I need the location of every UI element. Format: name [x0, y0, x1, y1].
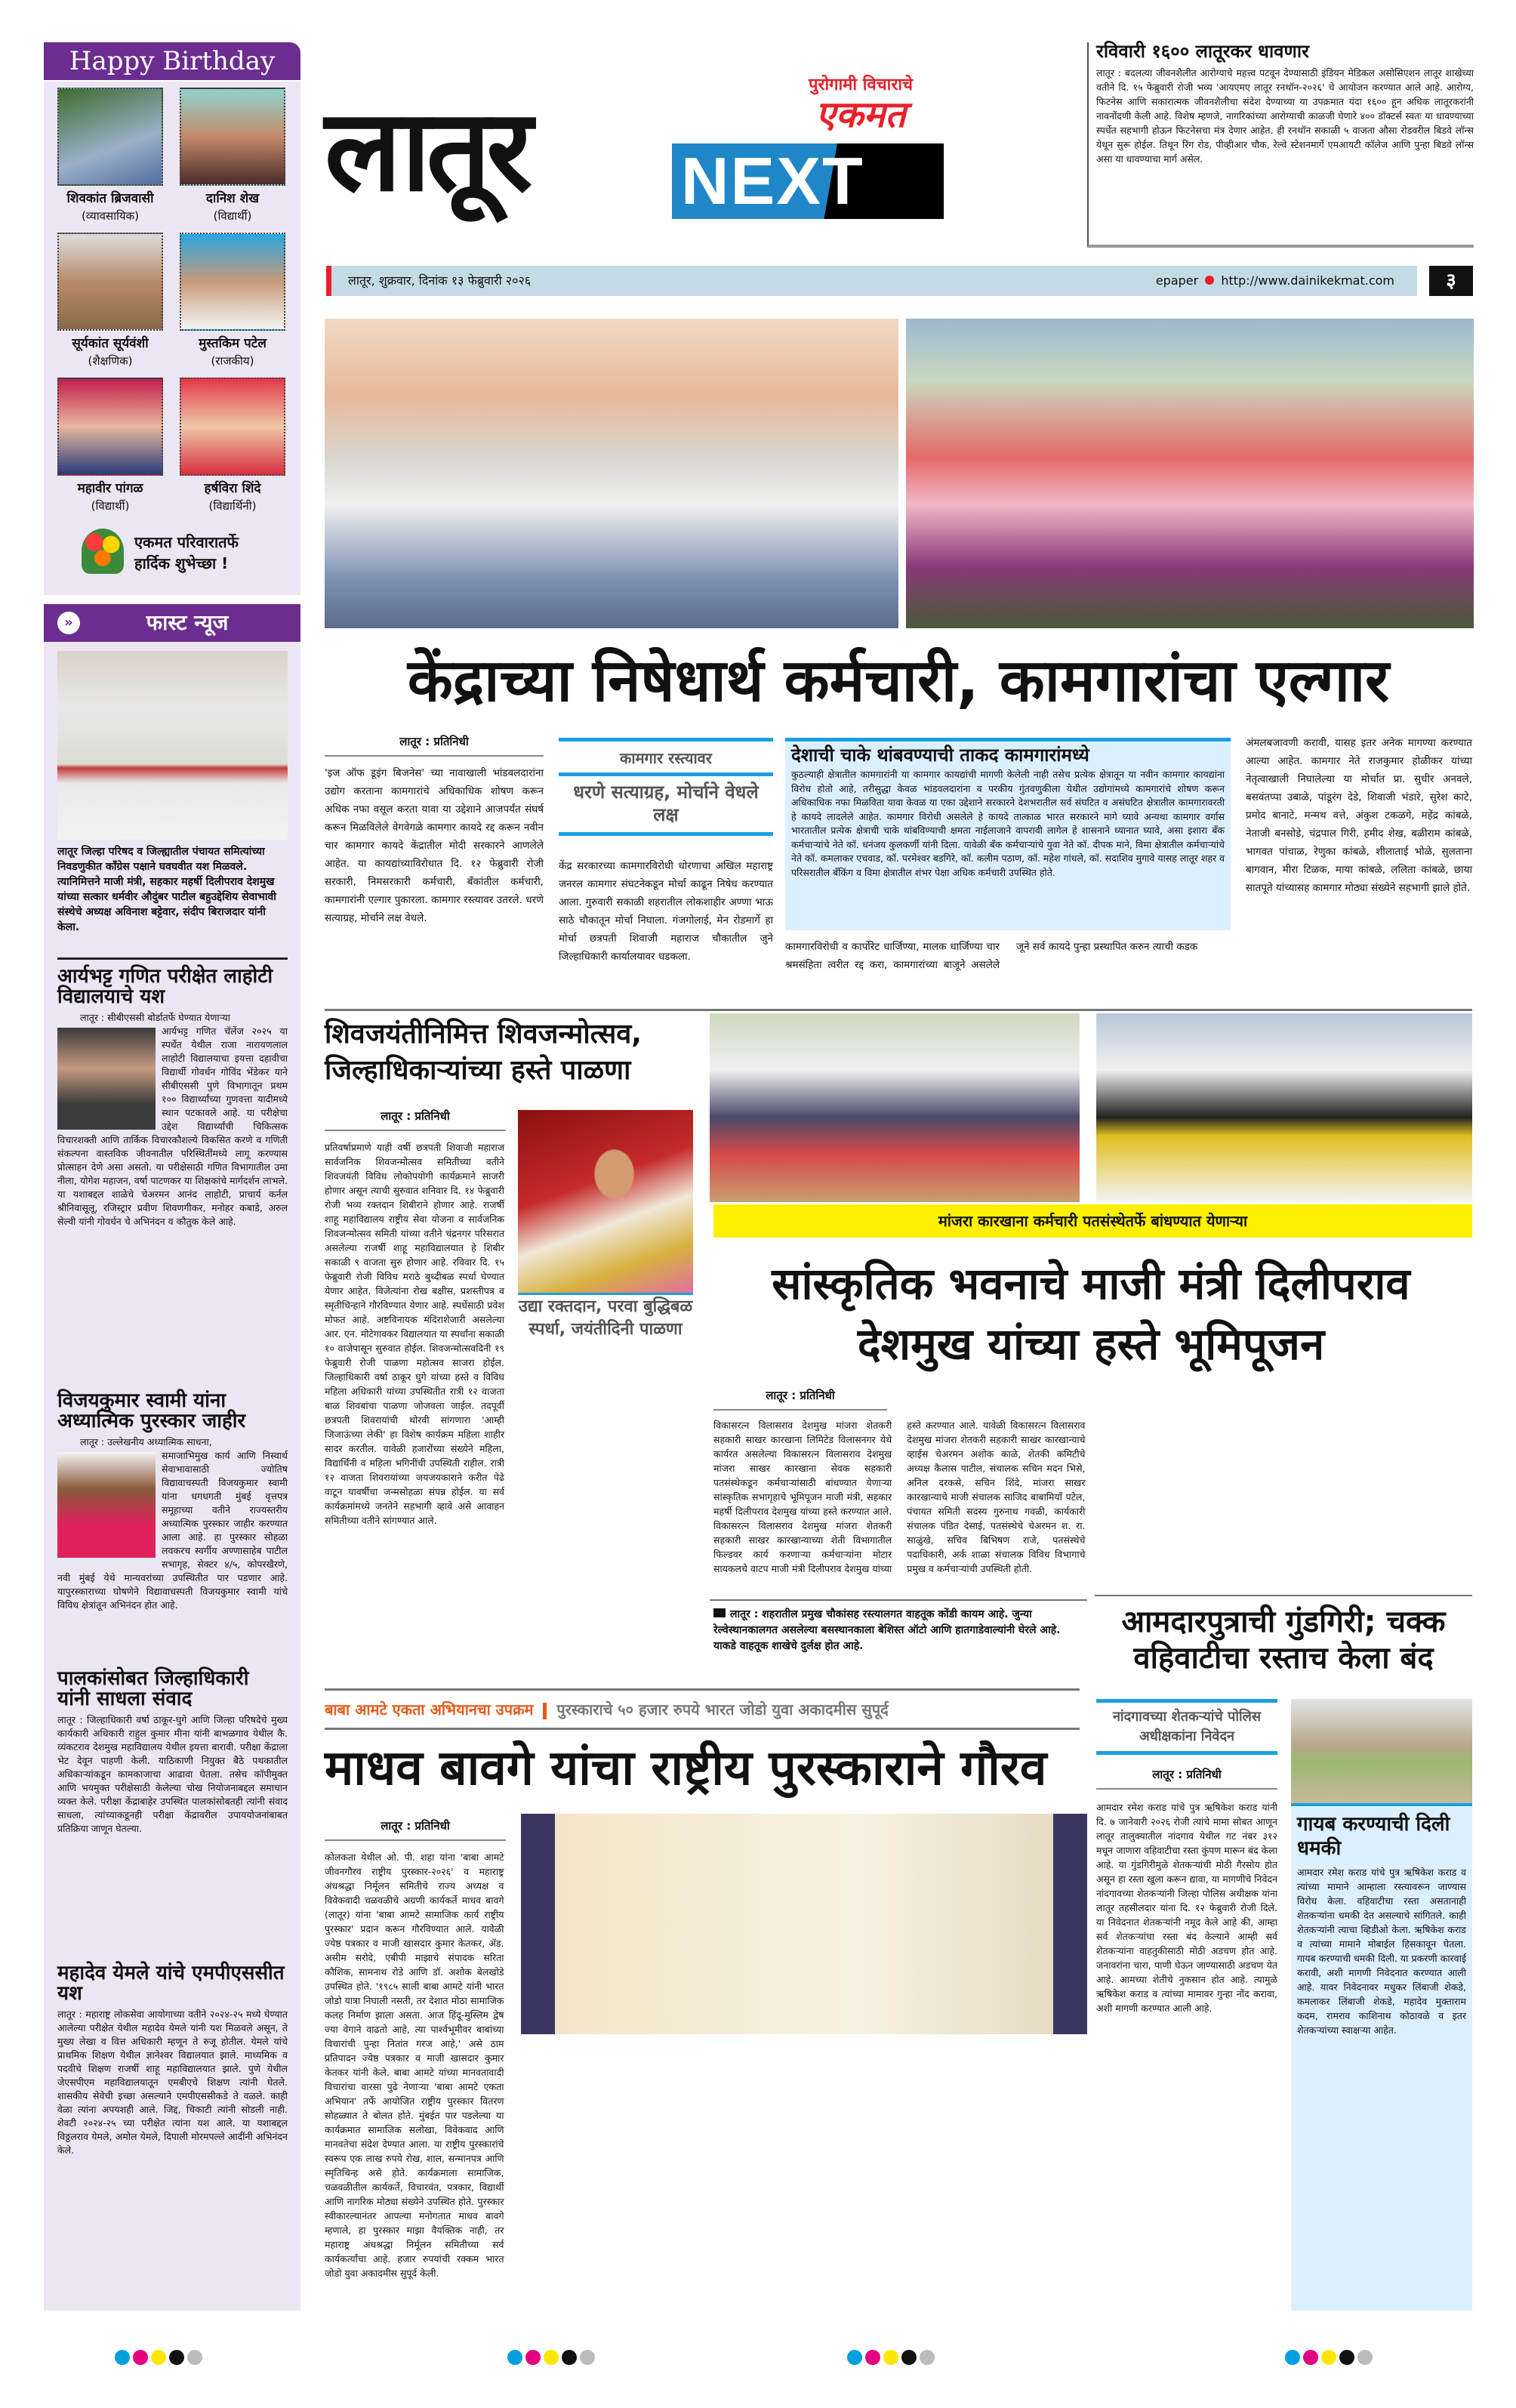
- lead-headline: केंद्राच्या निषेधार्थ कर्मचारी, कामगारांचा एल्गार: [407, 647, 1390, 715]
- lead-highlight-box: [785, 738, 1231, 930]
- website-link[interactable]: http://www.dainikekmat.com: [1221, 273, 1394, 288]
- issue-date: लातूर, शुक्रवार, दिनांक १३ फेब्रुवारी २०२६: [348, 273, 532, 288]
- story-body: समाजाभिमुख कार्य आणि निस्वार्थ सेवाभावासाठी ज्योतिष विद्यावाचस्पती विजयकुमार स्वामी यांना धगधगती मुंबई वृत्तपत्र समूहाच्या वतीने राज्यस्तरीय अध्यात्मिक पुरस्कार जाहीर करण्यात आला आहे. हा पुरस्कार सोहळा लवकरच स्वर्गीय अण्णासाहेब पाटील सभागृह, सेक्टर ४/५, कोपरखैरणे, नवी मुंबई येथे मान्यवरांच्या उपस्थितीत पार पडणार आहे. यापुरस्काराच्या घोषणेने विद्यावाचस्पती विजयकुमार स्वामी यांचे विविध क्षेत्रांतून अभिनंदन होत आहे.: [57, 1449, 288, 1611]
- dateline: लातूर : प्रतिनिधी: [713, 1388, 887, 1411]
- bhavan-dateline-wrap: [713, 1388, 887, 1411]
- amdar-headline: आमदारपुत्राची गुंडगिरी; चक्क वहिवाटीचा रस्ताच केला बंद: [1121, 1605, 1446, 1676]
- birthday-photo: [57, 88, 163, 186]
- dateline: लातूर : प्रतिनिधी: [325, 1818, 506, 1841]
- amdar-dateline-wrap: [1096, 1767, 1277, 1790]
- bhavan-body: विकासरत्न विलासराव देशमुख मांजरा शेतकरी सहकारी साखर कारखाना लिमिटेड विलासनगर येथे कार्यरत असलेल्या विकासरत्न विलासराव देशमुख मांजरा साखर कारखाना सेवक सहकारी पतसंस्थेकडून कर्मचाऱ्यांसाठी बांधण्यात येणाऱ्या सांस्कृतिक सभागृहाचे भूमिपूजन माजी मंत्री, सहकार महर्षी दिलीपराव देशमुख यांच्या हस्ते करण्यात आले. विकासरत्न विलासराव देशमुख मांजरा शेतकरी सहकारी साखर कारखान्याच्या शेती विभागातील फिल्डवर कार्य करणाऱ्या कर्मचाऱ्यांना मोटार सायकलचे वाटप माजी मंत्री दिलीपराव देशमुख यांच्या हस्ते करण्यात आले. यावेळी विकासरत्न विलासराव देशमुख मांजरा शेतकरी सहकारी साखर कारखान्याचे व्हाईस चेअरमन अशोक काळे, शेतकी कमिटीचे अध्यक्ष कैलास पाटील, संचालक सचिन मदन भिसे, अनिल दरकसे, सचिन शिंदे, मांजरा साखर कारखान्याचे माजी संचालक साजिद बाबामियाँ पटेल, पंचायत समिती सदस्य गुरुनाथ गवळी, कार्यकारी संचालक पंडित देसाई, पतसंस्थेचे चेअरमन श. रा. साळुंखे, सचिव बिभिषण राजे, पतसंस्थेचे पदाधिकारी, अर्क शाळा संचालक विविध विभागाचे प्रमुख व कर्मचाऱ्यांची उपस्थिती होती.: [713, 1420, 1086, 1574]
- lead-body-1: 'इज ऑफ डूइंग बिजनेस' च्या नावाखाली भांडवलदारांना उद्योग करताना कामगारांचे अधिकाधिक शोषण करून अधिक नफा वसूल करता यावा या उद्देशाने आजपर्यंत संघर्ष करून मिळविलेले वेगवेगळे कामगार कायदे रद्द करून नवीन चार कामगार कायदे केंद्रातील मोदी सरकारने आणलेले आहेत. या कायद्यांच्याविरोधात दि. १२ फेब्रुवारी रोजी सरकारी, निमसरकारी कर्मचारी, बँकांतील कर्मचारी, कामगारांनी एल्गार पुकारला. कामगार रस्त्यावर उतरले. धरणे सत्याग्रह, मोर्चाने लक्ष वेधले.: [325, 767, 544, 924]
- birthday-photo: [180, 233, 285, 331]
- registration-dot: [865, 2350, 880, 2365]
- bhavan-strap: मांजरा कारखाना कर्मचारी पतसंस्थेतर्फे बांधण्यात येणाऱ्या: [713, 1204, 1472, 1238]
- happy-birthday-title: Happy Birthday: [69, 46, 276, 76]
- divider: [325, 1688, 1080, 1691]
- lead-col-2: [559, 738, 773, 966]
- shivjayanti-caption: उद्या रक्तदान, परवा बुद्धिबळ स्पर्धा, जयंतीदिनी पाळणा: [518, 1296, 693, 1368]
- registration-marks-mid: [846, 2350, 936, 2368]
- registration-dot: [883, 2350, 898, 2365]
- registration-dot: [920, 2350, 935, 2365]
- divider: [1095, 1595, 1472, 1596]
- bhumipujan-photo-2: [1096, 1013, 1472, 1202]
- box-headline: गायब करण्याची दिली धमकी: [1297, 1813, 1450, 1860]
- registration-dot: [133, 2350, 148, 2365]
- registration-marks-center: [506, 2350, 596, 2368]
- strap-separator: [543, 1703, 547, 1719]
- birthday-name: शिवकांत ब्रिजवासी: [66, 191, 154, 206]
- registration-dot: [562, 2350, 577, 2365]
- birthday-panel: [44, 82, 300, 595]
- registration-dot: [187, 2350, 202, 2365]
- bhumipujan-photo-1: [710, 1013, 1080, 1202]
- story-lead: लातूर : सीबीएससी बोर्डातर्फे घेण्यात येणाऱ्या: [80, 1011, 231, 1023]
- shivjayanti-headline: शिवजयंतीनिमित्त शिवजन्मोत्सव, जिल्हाधिकाऱ्यांच्या हस्ते पाळणा: [325, 1019, 642, 1086]
- amdar-kicker: नांदगावच्या शेतकऱ्यांचे पोलिस अधीक्षकांना निवेदन: [1112, 1709, 1262, 1744]
- next-logo: [672, 143, 944, 219]
- story-aryabhatta: [57, 967, 288, 1229]
- kicker: कामगार रस्त्यावर: [559, 748, 773, 776]
- story-mahadev-yemle: [57, 1963, 288, 2157]
- registration-dot: [1303, 2350, 1318, 2365]
- amdar-kicker-box: [1096, 1699, 1277, 1755]
- lead-body-below-box: कामगारविरोधी व कार्पोरेट धार्जिण्या, मालक धार्जिण्या चार श्रमसंहिता त्वरीत रद्द करा, कामगारांच्या बाजूने असलेले जूने सर्व कायदे पुन्हा प्रस्थापित करुन त्याची कडक: [785, 941, 1198, 971]
- registration-dot: [525, 2350, 541, 2365]
- divider: [325, 1009, 1472, 1011]
- student-photo: [57, 1028, 156, 1130]
- protest-photo-banner: [325, 319, 898, 628]
- bawage-dateline-wrap: [325, 1818, 506, 1841]
- shivjayanti-body: प्रतिवर्षाप्रमाणे याही वर्षी छत्रपती शिवाजी महाराज सार्वजनिक शिवजन्मोत्सव समितीच्या वतीने शिवजयंती विविध लोकोपयोगी कार्यक्रमाने साजरी होणार असून त्याची सुरुवात शनिवार दि. १४ फेब्रुवारी रोजी भव्य रक्तदान शिबीराने होणार आहे. राजर्षी शाहू महाविद्यालय राष्ट्रीय सेवा योजना व सार्वजनिक शिवजन्मोत्सव समिती यांच्या वतीने चंद्रनगर परिसरात असलेल्या राजर्षी शाहू महाविद्यालयात हे शिबीर सकाळी ९ वाजता सुरु होणार आहे. रविवार दि. १५ फेब्रुवारी रोजी विविध मराठे बुध्दीबळ स्पर्धा घेण्यात येणार आहेत. विजेत्यांना रोख बक्षीस, प्रशस्तीपत्र व स्मृतीचिन्हाने गौरविण्यात येणार आहे. स्पर्धेसाठी प्रवेश मोफत आहे. अष्टविनायक मंदिराशेजारी असलेल्या आर. एन. मोटेगावकर विद्यालयात या स्पर्धांना सकाळी १० वाजेपासून सुरुवात होईल. शिवजन्मोत्सवदिनी १९ फेब्रुवारी रोजी पाळणा महोत्सव साजरा होईल. जिल्हाधिकारी वर्षा ठाकूर घुगे यांच्या हस्ते व विविध महिला अधिकारी यांच्या उपस्थितीत रात्री १२ वाजता बाळ शिवबांचा पाळणा जोजवला जाईल. तदपूर्वी छत्रपती शिवरायांची थोरवी सांगणारा 'आम्ही जिजाऊंच्या लेकी' हा विशेष कार्यक्रम महिला शाहीर सादर करतील. यावेळी हजारोंच्या संख्येने महिला, विद्यार्थिनी व महिला भगिनींची उपस्थिती राहील. रात्री १२ वाजता शिवरायांच्या जयजयकाराने करीत पेढे वाटून यावर्षीचा जन्मसोहळा संपन्न होईल. या सर्व कार्यक्रमांमध्ये जनतेने सहभागी व्हावे असे आवाहन समितीच्या वतीने सांगण्यात आले.: [325, 1142, 504, 1526]
- happy-birthday-header: [44, 42, 300, 80]
- bawage-headline: माधव बावगे यांचा राष्ट्रीय पुरस्काराने गौरव: [325, 1740, 1047, 1796]
- box-body: आमदार रमेश कराड यांचे पुत्र ऋषिकेश कराड व त्यांच्या मामाने आम्हाला रस्त्यावरून जाण्यास विरोध केला. वहिवाटीचा रस्ता असतानाही शेतकऱ्यांना धमकी देत असल्याचे सांगितले. काही शेतकऱ्यांनी त्याचा व्हिडीओ केला. ऋषिकेश कराड व त्यांच्या मामाने मोबाईल हिसकावून घेतला. गायब करण्याची धमकी दिली. या प्रकरणी कारवाई करावी, अशी मागणी निवेदनात करण्यात आली आहे. यावर निवेदनावर मधुकर लिंबाजी शेकडे, कमलाकर लिंबाजी शेकडे, महादेव मुक्ताराम कदम, रामराव काशिनाथ कोठावळे व इतर शेतकऱ्यांच्या स्वाक्षऱ्या आहेत.: [1297, 1867, 1466, 2036]
- story-lead: लातूर : उल्लेखनीय अध्यात्मिक साधना,: [80, 1435, 212, 1448]
- bhavan-headline: सांस्कृतिक भवनाचे माजी मंत्री दिलीपराव देशमुख यांच्या हस्ते भूमिपूजन: [772, 1258, 1410, 1370]
- birthday-photo: [57, 233, 163, 331]
- box-headline: देशाची चाके थांबवण्याची ताकद कामगारांमध्ये: [791, 745, 1089, 766]
- birthday-photo: [57, 378, 163, 476]
- fast-news-caption: लातूर जिल्हा परिषद व जिल्ह्यातील पंचायत समित्यांच्या निवडणुकीत कॉंग्रेस पक्षाने घवघवीत यश मिळवले. त्यानिमित्तने माजी मंत्री, सहकार महर्षी दिलीपराव देशमुख यांच्या सत्कार धर्मवीर औदुंबर पाटील बहुउद्देशिय सेवाभावी संस्थेचे अध्यक्ष अविनाश बट्टेवार, संदीप बिराजदार यांनी केला.: [57, 846, 276, 933]
- registration-dot: [847, 2350, 862, 2365]
- registration-dot: [507, 2350, 522, 2365]
- story-body: लातूर : जिल्हाधिकारी वर्षा ठाकूर-घुगे आणि जिल्हा परिषदेचे मुख्य कार्यकारी अधिकारी राहुल कुमार मीना यांनी बाभळगाव येथील कै. व्यंकटराव देशमुख महाविद्यालय येथील इयत्ता बारावी. परीक्षा केंद्राला भेट देवून पाहणी केली. याठिकाणी नियुक्त बैठे पथकातील अधिकाऱ्यांकडून कामकाजाचा आढावा घेतला. तसेच कॉपीमुक्त आणि भयमुक्त परीक्षेसाठी केलेल्या चोख नियोजनाबद्दल समाधान व्यक्त केले. परीक्षा केंद्राबाहेर उपस्थित पालकांसोबतही त्यांनी संवाद साधला, त्यांच्याकडूनही परीक्षा केंद्रावरील उपाययोजनांबाबत प्रतिक्रिया जाणून घेतल्या.: [57, 1713, 288, 1834]
- box-body: कुठल्याही क्षेत्रातील कामगारांनी या कामगार कायद्यांची मागणी केलेली नाही तसेच प्रत्येक क्षेत्रातून या नवीन कामगार कायद्यांना विरोध होतो आहे, तरीसुद्धा केवळ भांडवलदारांना व परकीय गुंतवणुकीला येथील उद्योगांमध्ये कामगारांचे शोषण करून अधिकाधिक नफा मिळविता यावा केवळ या एका उद्देशाने सरकारने देशभरातील सर्व संघटित व असंघटित क्षेत्रातील कामगारावरती हे कायदे लादलेले आहेत. कामगार विरोधी असलेले हे कायदे तात्काळ भारत सरकारने मागे घ्यावे अन्यथा कामगार वर्गास भारतातील प्रत्येक क्षेत्राची चाके थांबविण्याची क्षमता नाईलाजाने वापरावी लागेल हे शासनाने ध्यानात घ्यावे, असा इशारा बँक कर्मचाऱ्यांचे नेते कॉ. धनंजय कुलकर्णी यांनी दिला. यावेळी बँक कर्मचाऱ्यांचे युवा नेते कॉ. दीपक माने, विमा क्षेत्रातील कर्मचाऱ्यांचे नेते कॉ. कमलाकर एचवाड, कॉ. परमेश्वर बडगिरे, कॉ. कलीम पठाण, कॉ. महेश गांधले, कॉ. सदाशिव मुगावे यासह लातूर शहर व परिसरातील बँकिंग व विमा क्षेत्रातील शंभर पेक्षा अधिक कर्मचारी उपस्थित होते.: [791, 769, 1225, 878]
- flower-bouquet-icon: [82, 529, 124, 574]
- fast-news-header: [44, 604, 300, 642]
- epaper-icon: [1205, 276, 1214, 285]
- registration-dot: [1321, 2350, 1336, 2365]
- farmers-fence-photo: [1291, 1699, 1472, 1806]
- masthead-logo-latur: लातूर: [325, 85, 528, 217]
- dateline: लातूर : प्रतिनिधी: [325, 734, 544, 757]
- birthday-name: महावीर पांगळ: [77, 481, 143, 496]
- wishes-text: [134, 532, 239, 574]
- registration-dot: [1357, 2350, 1373, 2365]
- fast-news-title: फास्ट न्यूज: [146, 610, 229, 635]
- lead-col-1: [325, 734, 544, 927]
- wishes-line-1: एकमत परिवारातर्फे: [134, 533, 239, 551]
- bawage-body: कोलकता येथील ओ. पी. शहा यांना 'बाबा आमटे जीवनगौरव राष्ट्रीय पुरस्कार-२०२६' व महाराष्ट्र अंधश्रद्धा निर्मूलन समितीचे राज्य अध्यक्ष व विवेकवादी चळवळीचे अग्रणी कार्यकर्ते माधव बावगे (लातूर) यांना 'बाबा आमटे सामाजिक कार्य राष्ट्रीय पुरस्कार' प्रदान करून गौरविण्यात आले. यावेळी ज्येष्ठ पत्रकार व माजी खासदार कुमार केतकर, ॲड. असीम सरोदे, एबीपी माझाचे संपादक सरिता कौशिक, सामनाथ रोडे आणि डॉ. अशोक बेलखोडे उपस्थित होते. '१९८५ साली बाबा आमटे यांनी भारत जोडो यात्रा निघाली नसती, तर देशात मोठा सामाजिक कलह निर्माण झाला असता. आज हिंदू-मुस्लिम द्वेष ज्या वेगाने वाढतो आहे, त्या पार्श्वभूमीवर बाबांच्या विचारांची पुन्हा नितांत गरज आहे,' असे ठाम प्रतिपादन ज्येष्ठ पत्रकार व माजी खासदार कुमार केतकर यांनी केले. बाबा आमटे यांच्या मानवतावादी विचारांचा वारसा पुढे नेणाऱ्या 'बाबा आमटे एकता अभियान' तर्फे आयोजित राष्ट्रीय पुरस्कार वितरण सोहळ्यात ते बोलत होते. मुंबईत पार पडलेल्या या कार्यक्रमात सामाजिक सलोखा, विवेकवाद आणि मानवतेचा संदेश देण्यात आला. या राष्ट्रीय पुरस्कारांचे स्वरूप एक लाख रुपये रोख, शाल, सन्मानपत्र आणि स्मृतिचिन्ह असे होते. कार्यक्रमाला सामाजिक, चळवळीतील कार्यकर्ते, विचारवंत, पत्रकार, विद्यार्थी आणि नागरिक मोठ्या संख्येने उपस्थित होते. पुरस्कार स्वीकारल्यानंतर आपल्या मनोगतात माधव बावगे म्हणाले, हा पुरस्कार माझा वैयक्तिक नाही, तर महाराष्ट्र अंधश्रद्धा निर्मूलन समितीच्या सर्व कार्यकर्त्यांचा आहे. हजार रुपयांची रक्कम भारत जोडो युवा अकादमीस सुपूर्द केली.: [325, 1851, 504, 2279]
- lead-body-4: अंमलबजावणी करावी, यासह इतर अनेक मागण्या करण्यात आल्या आहेत. कामगार नेते राजकुमार होळीकर यांच्या नेतृत्वाखाली निघालेल्या या मोर्चात प्रा. सुधीर अनवले, बसवंतप्पा उबाळे, पांडूरंग देडे, शिवाजी भंडारे, सुरेश काटे, प्रमोद बानाटे, मन्मथ वत्ते, अंकुश टकळगे, महेंद्र कांबळे, नेताजी बनसोडे, चंद्रपाल गिरी, हमीद शेख, बळीराम कांबळे, भागवत पांचाळ, रेणुका कांबळे, शीलाताई भोळे, सुलताना बागवान, मीरा टिळक, माया कांबळे, ललिता कांबळे, छाया सातपूते यांच्यासह कामगार मोठ्या संख्येने सहभागी झाले होते.: [1246, 737, 1472, 894]
- birthday-name: दानिश शेख: [205, 191, 260, 206]
- masthead-tagline: पुरोगामी विचाराचे: [808, 76, 914, 94]
- ekmat-brand-logo: एकमत: [815, 94, 906, 136]
- registration-dot: [151, 2350, 166, 2365]
- birthday-name: सूर्यकांत सूर्यवंशी: [72, 336, 149, 351]
- protest-photo-march: [906, 319, 1474, 628]
- fast-news-photo: [57, 651, 288, 840]
- story-headline: आर्यभट्ट गणित परीक्षेत लाहोटी विद्यालयाचे यश: [57, 965, 273, 1009]
- amdar-sidebar-box: [1291, 1806, 1472, 2311]
- divider: [325, 1728, 1080, 1730]
- story-body: लातूर : महाराष्ट्र लोकसेवा आयोगाच्या वतीने २०२४-२५ मध्ये घेण्यात आलेल्या परीक्षेत येथील महादेव येमले यांनी यश मिळवले असून, ते मुख्य लेखा व वित्त अधिकारी म्हणून ते रुजू होतील. येमले यांचे प्राथमिक शिक्षण येथील ज्ञानेश्वर विद्यालयात झाले. माध्यमिक व पदवीचे शिक्षण राजर्षी शाहू महाविद्यालयात झाले. पुणे येथील जेएसपीएम महाविद्यालयातून एमबीएचे शिक्षण त्यांनी घेतले. शासकीय सेवेची इच्छा असल्याने एमपीएससीकडे ते वळले. काही वेळा त्यांना अपयशही आले. जिद्द, चिकाटी त्यांनी सोडली नाही. शेवटी २०२४-२५ च्या परीक्षेत त्यांना यश आले. या यशाबद्दल विठ्ठलराव येमले, अमोल येमले, दिपाली मोरमपल्ले आदींनी अभिनंदन केले.: [57, 2008, 288, 2156]
- birthday-role: (विद्यार्थी): [91, 499, 130, 513]
- page-number: ३: [1429, 266, 1473, 296]
- epaper-group: [1156, 266, 1394, 296]
- story-collector-parents: [57, 1669, 288, 1836]
- traffic-notice: [713, 1607, 1083, 1654]
- birthday-role: (शैक्षणिक): [88, 354, 133, 368]
- story-headline: महादेव येमले यांचे एमपीएससीत यश: [57, 1962, 285, 2006]
- story-vijaykumar-swami: [57, 1391, 288, 1612]
- registration-dot: [544, 2350, 559, 2365]
- registration-dot: [169, 2350, 184, 2365]
- birthday-role: (विद्यार्थिनी): [208, 499, 257, 513]
- strap-grey: पुरस्काराचे ५० हजार रुपये भारत जोडो युवा अकादमीस सुपूर्द: [556, 1700, 889, 1719]
- wishes-line-2: हार्दिक शुभेच्छा !: [134, 554, 229, 572]
- birthday-role: (राजकीय): [211, 354, 254, 368]
- top-right-story: [1087, 42, 1474, 248]
- dateline: लातूर : प्रतिनिधी: [1096, 1767, 1277, 1790]
- story-headline: पालकांसोबत जिल्हाधिकारी यांनी साधला संवाद: [57, 1667, 249, 1711]
- registration-dot: [1339, 2350, 1354, 2365]
- birthday-name: मुस्तकिम पटेल: [199, 336, 267, 351]
- divider: [710, 1599, 1087, 1601]
- double-chevron-down-icon: »: [57, 612, 80, 634]
- registration-dot: [1285, 2350, 1300, 2365]
- divider: [57, 957, 288, 960]
- amdar-body: आमदार रमेश कराड यांचे पुत्र ऋषिकेश कराड यांनी दि. ७ जानेवारी २०२६ रोजी त्यांचे मामा सोबत आणून लातूर तालुक्यातील नांदगाव येथील गट नंबर ३१२ मधून जाणारा वहिवाटीचा रस्ता कुंपण मारून बंद केला आहे. या गुंडगिरीमुळे शेतकऱ्यांची मोठी गैरसोय होत असून हा रस्ता खुला करून द्यावा, या मागणीचे निवेदन नांदगावच्या शेतकऱ्यांनी जिल्हा पोलिस अधीक्षक यांना लातूर तहसीलदार यांना दि. १२ फेब्रुवारी रोजी दिले. या निवेदनात शेतकऱ्यांनी नमूद केले आहे की, आम्हा सर्व शेतकऱ्यांचा रस्ता बंद केल्याने आम्ही सर्व शेतकऱ्यांना वाहतुकीसाठी मोठी अडचण होत आहे. जनावरांना चारा, पाणी घेऊन जाण्यासाठी अडचण येत आहे. आमच्या शेतीचे नुकसान होत आहे. त्यामुळे ऋषिकेश कराड व त्यांच्या मामावर गुन्हा नोंद करावा, अशी मागणी करण्यात आली आहे.: [1096, 1802, 1277, 2014]
- birthday-photo: [180, 88, 285, 186]
- bawage-strap: [325, 1696, 1087, 1723]
- next-logo-text: NEXT: [681, 143, 864, 218]
- registration-marks-left: [113, 2350, 204, 2368]
- story-body: आर्यभट्ट गणित चॅलेंज २०२५ या स्पर्धेत येथील राजा नारायणलाल लाहोटी विद्यालयाचा इयत्ता दहावीचा विद्यार्थी गोवर्धन गोविंद भेंडेकर याने सीबीएससी पुणे विभागातून प्रथम १०० विद्यार्थ्यांच्या गुणवत्ता यादीमध्ये स्थान पटकावले आहे. या परीक्षेचा उद्देश विद्यार्थ्यांची चिकित्सक विचारशक्ती आणि तार्किक विचारकौशल्ये विकसित करणे व गणिती संकल्पना वास्तविक जीवनातील परिस्थितींमध्ये लागू करण्यास प्रोत्साहन देणे असा असतो. या परीक्षेसाठी गणित विभागातील उमा नीला, योगेश महाजन, वर्षा पाटणकर या शिक्षकांचे मार्गदर्शन लाभले. या यशाबद्दल शाळेचे चेअरमन आनंद लाहोटी, प्राचार्य कर्नल श्रीनिवासूलू, रजिस्ट्रार प्रवीण शिवणगीकर, मनोहर कबाडे, अरुल सेल्वी यांनी गोवर्धन चे अभिनंदन व कौतुक केले आहे.: [57, 1025, 288, 1227]
- birthday-photo: [180, 378, 285, 476]
- bullet-square-icon: [713, 1608, 726, 1617]
- registration-dot: [115, 2350, 130, 2365]
- registration-marks-right: [1283, 2350, 1374, 2368]
- strap-orange: बाबा आमटे एकता अभियानचा उपक्रम: [325, 1700, 534, 1719]
- story-body: लातूर : बदलत्या जीवनशैलीत आरोग्याचे महत्त्व पटवून देण्यासाठी इंडियन मेडिकल असोसिएशन लातूर शाखेच्या वतीने दि. १५ फेब्रुवारी रोजी भव्य 'आयएमए लातूर रनथॉन-२०२६' चे आयोजन करण्यात आले आहे. आरोग्य, फिटनेस आणि सकारात्मक जीवनशैलीचा संदेश देण्याच्या या उपक्रमात यंदा १६०० हून अधिक लातूरकरांनी नावनोंदणी केली आहे. विशेष म्हणजे, नागरिकांच्या आरोग्याची काळजी घेणारे ४०० डॉक्टर्स स्वतः या धावण्याच्या स्पर्धेत सहभागी होऊन फिटनेसचा मंत्र देणार आहेत. ही रनथॉन सकाळी ५ वाजता औसा रोडवरील बिडवे लॉन्स येथून सुरू होईल. तिथून रिंग रोड, पीव्हीआर चौक, रेल्वे स्टेशनमार्गे एमआयटी कॉलेज आणि पुन्हा बिडवे लॉन्स असा या धावण्याचा मार्ग असेल.: [1096, 67, 1474, 165]
- shivjayanti-col: [325, 1108, 506, 1131]
- notice-text: लातूर : शहरातील प्रमुख चौकांसह रस्त्यालगत वाहतूक कोंडी कायम आहे. जुन्या रेल्वेस्थानकालगत असलेल्या बसस्थानकाला बेशिस्त ऑटो आणि हातगाडेवाल्यांनी घेरले आहे. याकडे वाहतूक शाखेचे दुर्लक्ष होत आहे.: [713, 1608, 1061, 1652]
- lead-body-2: केंद्र सरकारच्या कामगारविरोधी धोरणाचा अखिल महाराष्ट्र जनरल कामगार संघटनेकडून मोर्चा काढून निषेध करण्यात आला. गुरुवारी सकाळी शहरातील लोकशाहीर अण्णा भाऊ साठे चौकातून मोर्चा निघाला. गंजगोलाई, मेन रोडमार्गे हा मोर्चा छत्रपती शिवाजी महाराज चौकातील जुने जिल्हाधिकारी कार्यालयावर धडकला.: [559, 860, 773, 963]
- date-bar: [326, 266, 1417, 296]
- epaper-label: epaper: [1155, 273, 1199, 288]
- birthday-role: (विद्यार्थी): [213, 209, 252, 223]
- registration-dot: [901, 2350, 917, 2365]
- swami-photo: [57, 1452, 156, 1558]
- registration-dot: [580, 2350, 595, 2365]
- subheadline: धरणे सत्याग्रह, मोर्चाने वेधले लक्ष: [573, 782, 759, 825]
- kicker-box: [559, 738, 773, 836]
- dateline: लातूर : प्रतिनिधी: [325, 1108, 506, 1131]
- birthday-role: (व्यावसायिक): [82, 209, 139, 223]
- birthday-name: हर्षविरा शिंदे: [204, 481, 261, 496]
- story-headline: रविवारी १६०० लातूरकर धावणार: [1096, 41, 1309, 62]
- story-headline: विजयकुमार स्वामी यांना अध्यात्मिक पुरस्कार जाहीर: [57, 1389, 246, 1433]
- shivaji-maharaj-portrait: [518, 1110, 693, 1295]
